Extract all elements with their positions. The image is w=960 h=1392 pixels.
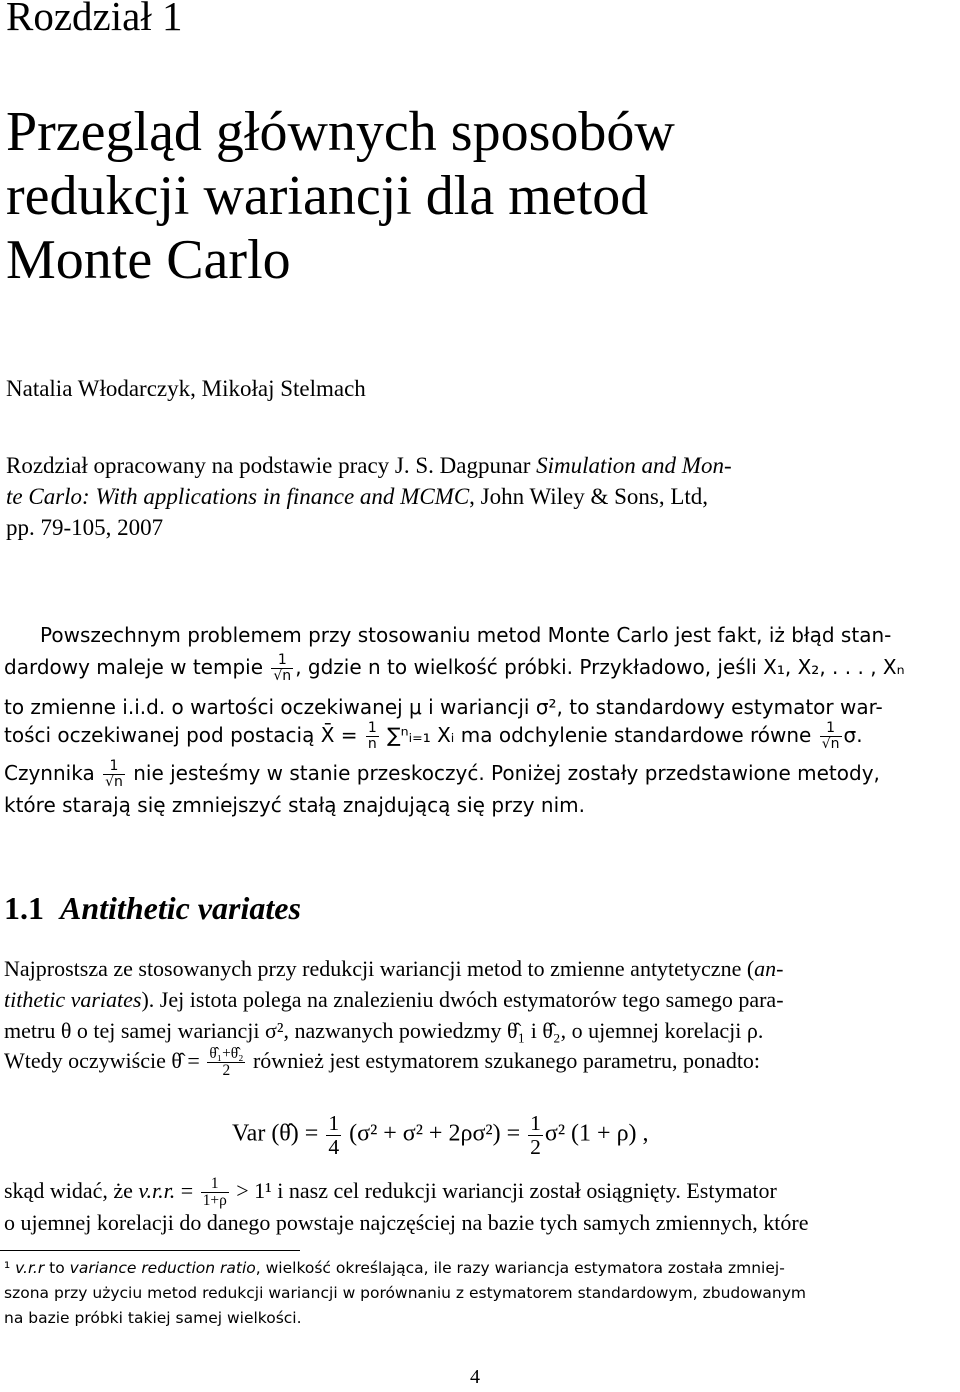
frac-num: 1 bbox=[103, 759, 125, 775]
fraction-theta-average bbox=[207, 1046, 245, 1079]
footnote-line-2: szona przy użyciu metod redukcji wariancji w porównaniu z estymatorem standardowym, zbudowanym bbox=[4, 1284, 806, 1302]
source-text: Rozdział opracowany na podstawie pracy J. S. Dagpunar bbox=[6, 453, 537, 478]
body-italic: an- bbox=[754, 956, 784, 981]
intro-line-4 bbox=[4, 720, 863, 752]
body-line-1 bbox=[4, 954, 784, 984]
body-text: ). Jej istota polega na znalezieniu dwóch estymatorów tego samego para- bbox=[141, 987, 784, 1012]
frac-den: 1+ρ bbox=[202, 1192, 227, 1210]
intro-text: ∑ⁿᵢ₌₁ Xᵢ ma odchylenie standardowe równe bbox=[387, 723, 812, 747]
chapter-title-line-3: Monte Carlo bbox=[6, 229, 291, 291]
footnote-italic: variance reduction ratio bbox=[69, 1259, 256, 1277]
body-italic: tithetic variates bbox=[4, 987, 142, 1012]
page-number: 4 bbox=[470, 1366, 480, 1388]
frac-num: 1 bbox=[820, 721, 842, 737]
fraction-one-over-one-plus-rho bbox=[201, 1176, 229, 1209]
body-italic: v.r.r. bbox=[138, 1178, 176, 1203]
intro-text: nie jesteśmy w stanie przeskoczyć. Poniżej zostały przedstawione metody, bbox=[133, 761, 880, 785]
frac-den: √n bbox=[273, 668, 292, 684]
section-heading bbox=[4, 890, 301, 927]
body-line-6: o ujemnej korelacji do danego powstaje najczęściej na bazie tych samych zmiennych, które bbox=[4, 1210, 809, 1235]
section-title: Antithetic variates bbox=[60, 890, 301, 926]
section-number: 1.1 bbox=[4, 890, 44, 926]
footnote-text: to bbox=[44, 1259, 70, 1277]
body-text: również jest estymatorem szukanego parametru, ponadto: bbox=[252, 1048, 761, 1073]
chapter-title-line-2: redukcji wariancji dla metod bbox=[6, 165, 649, 227]
body-text: Najprostsza ze stosowanych przy redukcji wariancji metod to zmienne antytetyczne ( bbox=[4, 956, 755, 981]
frac-den: 4 bbox=[328, 1134, 340, 1159]
body-line-3: metru θ o tej samej wariancji σ², nazwanych powiedzmy θ̂₁ i θ̂₂, o ujemnej korelacji ρ. bbox=[4, 1018, 764, 1043]
frac-num: 1 bbox=[201, 1176, 229, 1193]
source-publisher: , John Wiley & Sons, Ltd, bbox=[469, 484, 709, 509]
body-line-5 bbox=[4, 1176, 777, 1210]
frac-den: √n bbox=[105, 774, 123, 790]
footnote-italic: v.r.r bbox=[15, 1259, 45, 1277]
fraction-one-over-sqrt-n bbox=[820, 721, 842, 751]
intro-line-5 bbox=[4, 758, 880, 790]
frac-num: 1 bbox=[271, 653, 293, 669]
intro-text: dardowy maleje w tempie bbox=[4, 655, 264, 679]
intro-text: tości oczekiwanej pod postacią X̄ = bbox=[4, 723, 358, 747]
intro-text: Czynnika bbox=[4, 761, 95, 785]
fraction-one-over-sqrt-n bbox=[103, 759, 125, 789]
body-text: = bbox=[175, 1178, 194, 1203]
frac-den: 2 bbox=[222, 1062, 231, 1080]
footnote-text: , wielkość określająca, ile razy wariancja estymatora została zmniej- bbox=[255, 1259, 785, 1277]
fraction-one-over-sqrt-n bbox=[271, 653, 293, 683]
body-line-2 bbox=[4, 985, 784, 1015]
intro-text: σ. bbox=[843, 723, 863, 747]
eq-lhs: Var (θ̂) = bbox=[232, 1120, 319, 1147]
variance-equation bbox=[232, 1112, 649, 1158]
frac-num: 1 bbox=[328, 1111, 340, 1135]
chapter-title-line-1: Przegląd głównych sposobów bbox=[6, 101, 675, 163]
intro-line-6: które starają się zmniejszyć stałą znajdującą się przy nim. bbox=[4, 793, 586, 817]
source-line-3: pp. 79-105, 2007 bbox=[6, 515, 164, 540]
body-text: > 1¹ i nasz cel redukcji wariancji został osiągnięty. Estymator bbox=[236, 1178, 777, 1203]
source-line-1 bbox=[6, 453, 732, 479]
authors: Natalia Włodarczyk, Mikołaj Stelmach bbox=[6, 376, 366, 401]
intro-text: , gdzie n to wielkość próbki. Przykładowo, jeśli X₁, X₂, . . . , Xₙ bbox=[295, 655, 905, 679]
eq-rhs: σ² (1 + ρ) , bbox=[544, 1120, 649, 1147]
body-text: skąd widać, że bbox=[4, 1178, 139, 1203]
frac-num: 1 bbox=[530, 1111, 541, 1135]
frac-num: θ̂₁+θ̂₂ bbox=[209, 1045, 244, 1063]
source-line-2 bbox=[6, 484, 708, 510]
source-book-title: Simulation and Mon- bbox=[536, 453, 732, 478]
intro-line-1: Powszechnym problemem przy stosowaniu metod Monte Carlo jest fakt, iż błąd stan- bbox=[40, 623, 892, 647]
chapter-label: Rozdział 1 bbox=[6, 0, 183, 39]
fraction-one-over-n bbox=[366, 721, 379, 751]
frac-den: 2 bbox=[530, 1134, 541, 1159]
intro-line-2 bbox=[4, 652, 905, 684]
footnote-line-1 bbox=[4, 1256, 785, 1281]
body-line-4 bbox=[4, 1046, 760, 1080]
frac-den: n bbox=[367, 736, 377, 752]
footnote-mark: ¹ bbox=[4, 1259, 16, 1277]
intro-line-3: to zmienne i.i.d. o wartości oczekiwanej μ i wariancji σ², to standardowy estymator war- bbox=[4, 695, 883, 719]
source-book-title-cont: te Carlo: With applications in finance and MCMC bbox=[6, 484, 470, 509]
fraction-one-quarter bbox=[326, 1112, 341, 1158]
footnote-rule bbox=[0, 1250, 300, 1251]
frac-den: √n bbox=[821, 736, 840, 752]
body-text: Wtedy oczywiście θ̂ = bbox=[4, 1048, 200, 1073]
eq-mid: (σ² + σ² + 2ρσ²) = bbox=[349, 1120, 521, 1147]
footnote-line-3: na bazie próbki takiej samej wielkości. bbox=[4, 1309, 302, 1327]
frac-num: 1 bbox=[367, 720, 377, 737]
fraction-one-half bbox=[528, 1112, 543, 1158]
